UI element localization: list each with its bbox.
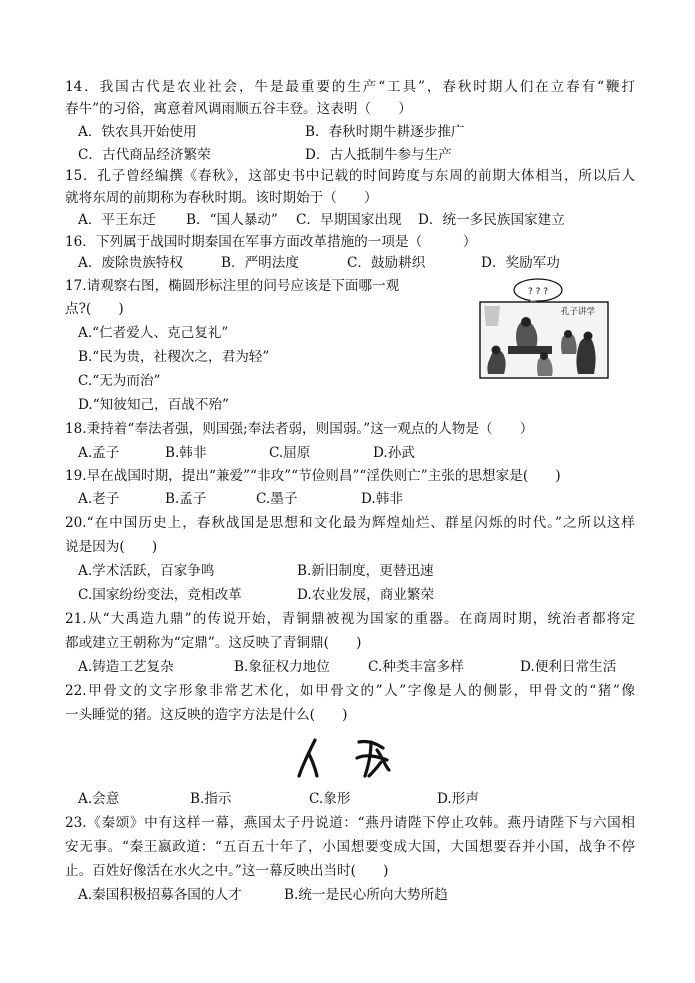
q23-stem-line-2: 安无事。“秦王嬴政道：“五百五十年了，小国想要变成大国，大国想要吞并小国，战争不停: [65, 839, 635, 855]
q14-option-d: D．古人抵制牛参与生产: [305, 147, 452, 163]
picture-caption: 孔子讲学: [560, 307, 596, 317]
student-head-1: [492, 346, 501, 355]
q21-option-d: D.便利日常生活: [520, 659, 617, 675]
q15-stem-line-1: 15．孔子曾经编撰《春秋》，这部史书中记载的时间跨度与东周的前期大体相当，所以后人: [65, 168, 635, 184]
oracle-ren-glyph: [299, 740, 317, 776]
q19-stem-line-1: 19.早在战国时期，提出“兼爱”“非攻”“节俭则昌”“淫佚则亡”主张的思想家是( ): [65, 468, 561, 484]
q14-option-c: C．古代商品经济繁荣: [78, 147, 211, 163]
q21-option-c: C.种类丰富多样: [368, 659, 464, 675]
confucius-lecture-illustration: [478, 276, 610, 380]
q19-option-d: D.韩非: [361, 491, 403, 507]
student-head-3: [584, 332, 593, 341]
q18-option-b: B.韩非: [165, 445, 207, 461]
q15-option-a: A．平王东迁: [78, 212, 156, 228]
q20-stem-line-2: 说是因为( ): [65, 539, 158, 555]
q23-option-a: A.秦国积极招募各国的人才: [78, 887, 242, 903]
q15-option-c: C．早期国家出现: [296, 212, 402, 228]
q20-option-b: B.新旧制度，更替迅速: [297, 563, 434, 579]
q16-option-b: B．严明法度: [221, 255, 299, 271]
oracle-zhu-glyph: [357, 741, 389, 776]
q15-option-d: D．统一多民族国家建立: [418, 212, 565, 228]
q18-stem-line-1: 18.秉持着“奉法者强，则国强;奉法者弱，则国弱。”这一观点的人物是（ ）: [65, 421, 534, 437]
q23-stem-line-1: 23.《秦颂》中有这样一幕，燕国太子丹说道：“燕丹请陛下停止攻韩。燕丹请陛下与六国相: [65, 815, 635, 831]
confucius-head: [521, 317, 531, 327]
q19-option-b: B.孟子: [165, 491, 207, 507]
q19-option-a: A.老子: [78, 491, 120, 507]
q17-option-a: A.“仁者爱人、克己复礼”: [78, 325, 229, 341]
q22-option-a: A.会意: [78, 791, 120, 807]
q22-option-c: C.象形: [309, 791, 351, 807]
q18-option-c: C.屈原: [269, 445, 311, 461]
q22-stem-line-1: 22.甲骨文的文字形象非常艺术化，如甲骨文的”人”字像是人的侧影，甲骨文的“猪”像: [65, 683, 635, 699]
q22-option-b: B.指示: [190, 791, 232, 807]
q17-option-b: B.“民为贵，社稷次之，君为轻”: [78, 349, 270, 365]
q16-option-a: A．废除贵族特权: [78, 255, 183, 271]
q20-option-c: C.国家纷纷变法，竞相改革: [78, 587, 242, 603]
q19-option-c: C.墨子: [256, 491, 298, 507]
q22-stem-line-2: 一头睡觉的猪。这反映的造字方法是什么( ): [65, 707, 348, 723]
student-head-4: [540, 352, 548, 360]
q16-option-c: C．鼓励耕织: [347, 255, 426, 271]
q17-option-d: D.“知彼知己，百战不殆”: [78, 397, 229, 413]
student-head-2: [564, 330, 572, 338]
q22-option-d: D.形声: [437, 791, 479, 807]
q18-option-d: D.孙武: [373, 445, 415, 461]
q14-option-a: A．铁农具开始使用: [78, 124, 197, 140]
q20-stem-line-1: 20.“在中国历史上，春秋战国是思想和文化最为辉煌灿烂、群星闪烁的时代。”之所以这样: [65, 515, 635, 531]
confucius-lecture-figure: [478, 276, 610, 380]
speech-bubble-text: ? ? ?: [527, 287, 549, 297]
oracle-bone-glyphs: [293, 736, 405, 780]
q21-stem-line-1: 21.从“大禹造九鼎”的传说开始，青铜鼎被视为国家的重器。在商周时期，统治者都将定: [65, 611, 635, 627]
q21-stem-line-2: 都或建立王朝称为“定鼎”。这反映了青铜鼎( ): [65, 635, 362, 651]
q17-option-c: C.“无为而治”: [78, 373, 161, 389]
q21-option-a: A.铸造工艺复杂: [78, 659, 174, 675]
q23-option-b: B.统一是民心所向大势所趋: [284, 887, 448, 903]
q20-option-d: D.农业发展，商业繁荣: [297, 587, 435, 603]
q16-stem-line-1: 16．下列属于战国时期秦国在军事方面改革措施的一项是（ ）: [65, 234, 477, 250]
q20-option-a: A.学术活跃，百家争鸣: [78, 563, 215, 579]
q16-option-d: D．奖励军功: [481, 255, 560, 271]
q17-stem-line-2: 点?( ): [65, 301, 124, 317]
oracle-bone-characters: [293, 736, 405, 780]
q14-option-b: B．春秋时期牛耕逐步推广: [305, 124, 465, 140]
q18-option-a: A.孟子: [78, 445, 120, 461]
q14-stem-line-1: 14．我国古代是农业社会，牛是最重要的生产“工具”，春秋时期人们在立春有“鞭打: [65, 79, 635, 95]
q15-stem-line-2: 就将东周的前期称为春秋时期。该时期始于（ ）: [65, 190, 378, 206]
q17-stem-line-1: 17.请观察右图，椭圆形标注里的问号应该是下面哪一观: [65, 278, 400, 294]
q14-stem-line-2: 春牛”的习俗，寓意着风调雨顺五谷丰登。这表明（ ）: [65, 101, 412, 117]
q23-stem-line-3: 止。百姓好像活在水火之中。”这一幕反映出当时( ): [65, 863, 389, 879]
q21-option-b: B.象征权力地位: [234, 659, 330, 675]
q15-option-b: B．“国人暴动”: [186, 212, 278, 228]
background-foliage: [484, 306, 500, 326]
